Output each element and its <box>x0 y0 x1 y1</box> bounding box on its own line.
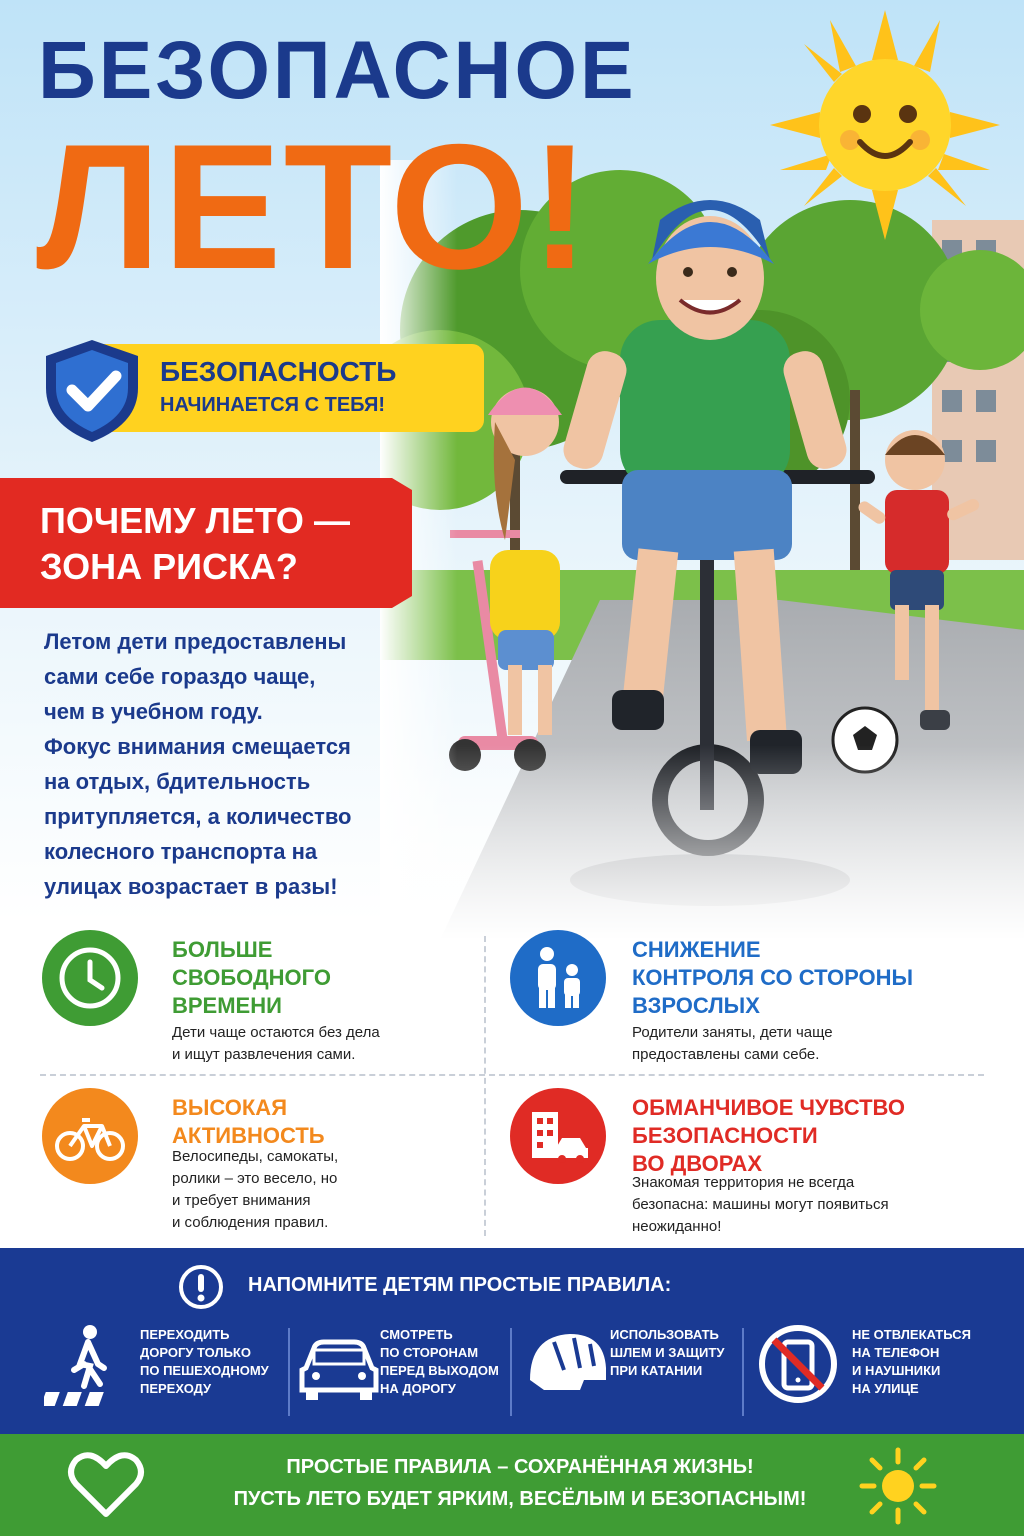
car-icon <box>298 1320 388 1410</box>
reason-title: БОЛЬШЕ СВОБОДНОГО ВРЕМЕНИ <box>172 937 331 1018</box>
heart-icon <box>66 1450 146 1520</box>
risk-banner-line-1: ПОЧЕМУ ЛЕТО — <box>40 500 350 541</box>
reason-description: Родители заняты, дети чаще предоставлены сами себе. <box>632 1024 833 1063</box>
rule-divider <box>742 1328 744 1416</box>
parent-child-icon <box>510 930 606 1026</box>
intro-line: колесного транспорта на <box>44 839 318 864</box>
intro-line: Летом дети предоставлены <box>44 629 347 654</box>
badge-line-2: НАЧИНАЕТСЯ С ТЕБЯ! <box>160 394 386 416</box>
title-line-2: ЛЕТО! <box>36 107 592 306</box>
badge-line-1: БЕЗОПАСНОСТЬ <box>160 356 397 387</box>
reason-description: Дети чаще остаются без дела и ищут развлечения сами. <box>172 1024 380 1063</box>
risk-banner-line-2: ЗОНА РИСКА? <box>40 546 298 587</box>
no-phone-icon <box>756 1320 846 1410</box>
intro-line: улицах возрастает в разы! <box>44 874 338 899</box>
clock-icon <box>42 930 138 1026</box>
intro-line: на отдых, бдительность <box>44 769 311 794</box>
helmet-icon <box>524 1320 614 1410</box>
reason-description: Знакомая территория не всегда безопасна: машины могут появиться неожиданно! <box>632 1174 889 1235</box>
rule-divider <box>510 1328 512 1416</box>
intro-paragraph <box>44 624 384 904</box>
reasons-grid <box>40 926 984 1244</box>
bicycle-icon <box>42 1088 138 1184</box>
intro-line: притупляется, а количество <box>44 804 352 829</box>
rule-divider <box>288 1328 290 1416</box>
rules-band <box>0 1248 1024 1434</box>
footer-line-1: ПРОСТЫЕ ПРАВИЛА – СОХРАНЁННАЯ ЖИЗНЬ! <box>286 1456 754 1478</box>
intro-line: сами себе гораздо чаще, <box>44 664 316 689</box>
grid-horizontal-divider <box>40 1074 984 1076</box>
safety-badge <box>40 336 446 440</box>
intro-line: чем в учебном году. <box>44 699 263 724</box>
pedestrian-crossing-icon <box>44 1320 134 1410</box>
footer-line-2: ПУСТЬ ЛЕТО БУДЕТ ЯРКИМ, ВЕСЁЛЫМ И БЕЗОПАСНЫМ! <box>233 1488 807 1510</box>
rule-text: СМОТРЕТЬ ПО СТОРОНАМ ПЕРЕД ВЫХОДОМ НА ДОРОГУ <box>380 1327 499 1396</box>
reason-description: Велосипеды, самокаты, ролики – это весело, но и требует внимания и соблюдения правил. <box>172 1148 339 1231</box>
rules-title: НАПОМНИТЕ ДЕТЯМ ПРОСТЫЕ ПРАВИЛА: <box>248 1274 672 1296</box>
sun-icon <box>770 10 1000 240</box>
exclamation-icon <box>178 1264 224 1310</box>
footer-band <box>0 1434 1024 1536</box>
reason-title: СНИЖЕНИЕ КОНТРОЛЯ СО СТОРОНЫ ВЗРОСЛЫХ <box>632 937 914 1018</box>
shield-check-icon <box>40 336 144 446</box>
sun-icon <box>858 1446 938 1526</box>
reason-title: ВЫСОКАЯ АКТИВНОСТЬ <box>172 1095 325 1148</box>
title-line-1: БЕЗОПАСНОЕ <box>38 25 637 116</box>
rule-text: ПЕРЕХОДИТЬ ДОРОГУ ТОЛЬКО ПО ПЕШЕХОДНОМУ ПЕРЕХОДУ <box>140 1327 269 1396</box>
risk-banner-title <box>40 498 350 590</box>
risk-banner <box>0 478 412 608</box>
rule-text: НЕ ОТВЛЕКАТЬСЯ НА ТЕЛЕФОН И НАУШНИКИ НА УЛИЦЕ <box>852 1327 971 1396</box>
reason-title: ОБМАНЧИВОЕ ЧУВСТВО БЕЗОПАСНОСТИ ВО ДВОРАХ <box>632 1095 905 1176</box>
rule-text: ИСПОЛЬЗОВАТЬ ШЛЕМ И ЗАЩИТУ ПРИ КАТАНИИ <box>610 1327 725 1378</box>
intro-line: Фокус внимания смещается <box>44 734 351 759</box>
building-car-icon <box>510 1088 606 1184</box>
